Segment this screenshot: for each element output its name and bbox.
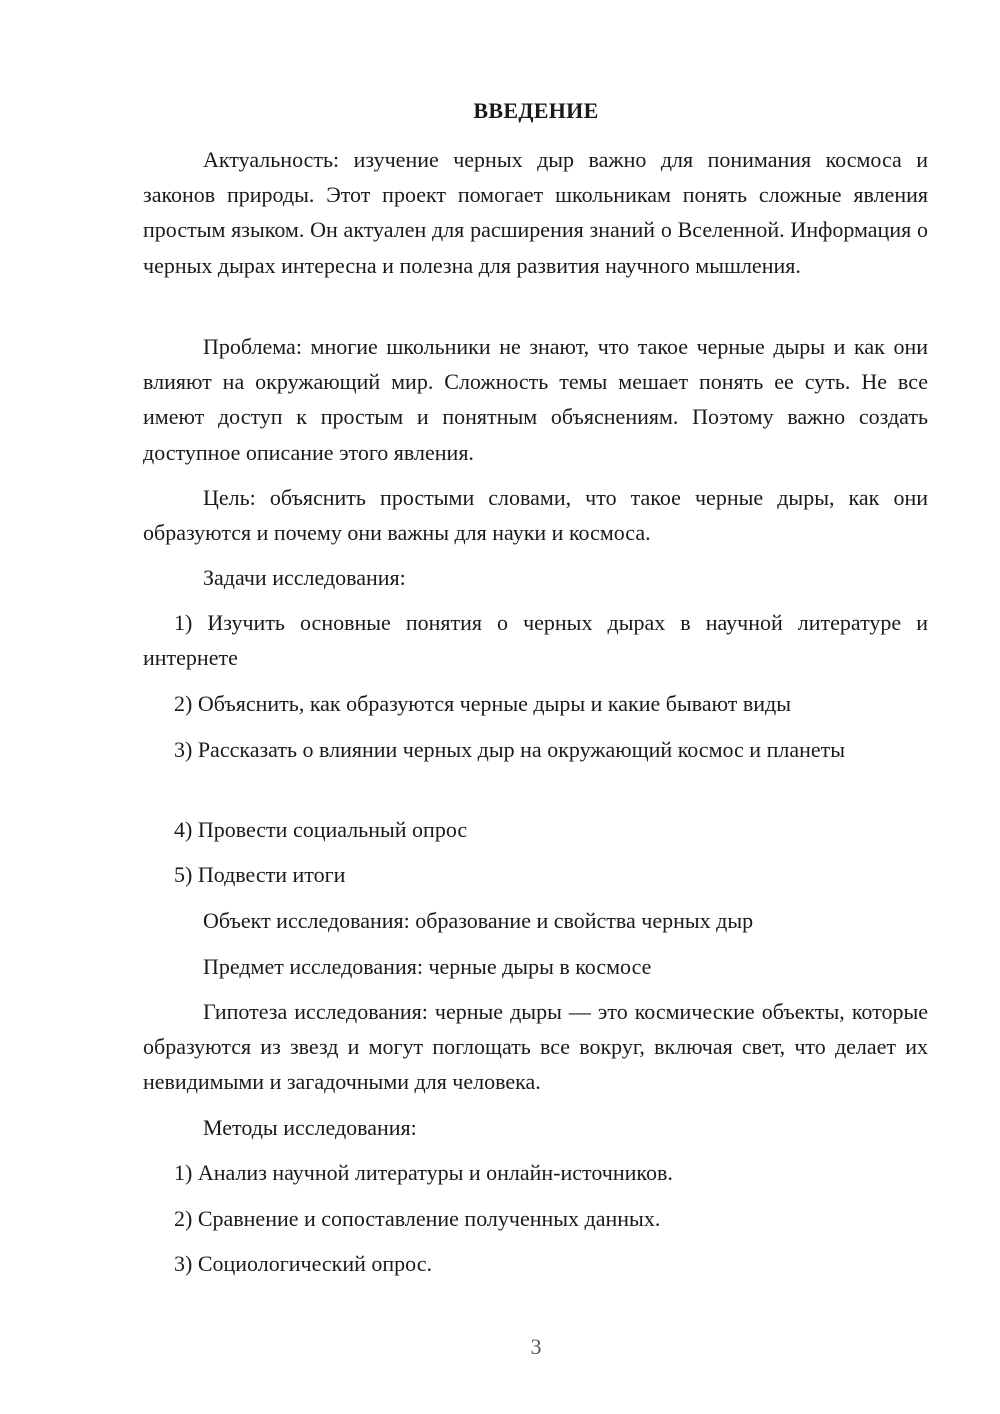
list-item-method-3: 3) Социологический опрос. (174, 1251, 432, 1276)
page-number: 3 (530, 1334, 542, 1359)
paragraph-goal: Цель: объяснить простыми словами, что такое черные дыры, как они образуются и почему они важны для науки и космоса. (143, 485, 928, 546)
list-item-method-1: 1) Анализ научной литературы и онлайн-источников. (174, 1160, 673, 1185)
paragraph-methods-heading: Методы исследования: (203, 1115, 417, 1140)
list-item-task-2: 2) Объяснить, как образуются черные дыры и какие бывают виды (174, 691, 791, 716)
list-item-task-1: 1) Изучить основные понятия о черных дырах в научной литературе и интернете (143, 610, 928, 671)
paragraph-relevance: Актуальность: изучение черных дыр важно для понимания космоса и законов природы. Этот проект помогает школьникам понять сложные явления простым языком. Он актуален для расширения знаний о Вселенной. Информация о черных дырах интересна и полезна для развития научного мышления. (143, 147, 928, 278)
list-item-task-4: 4) Провести социальный опрос (174, 817, 468, 842)
list-item-task-5: 5) Подвести итоги (174, 862, 346, 887)
paragraph-object: Объект исследования: образование и свойства черных дыр (203, 908, 754, 933)
paragraph-hypothesis: Гипотеза исследования: черные дыры — это космические объекты, которые образуются из звезд и могут поглощать все вокруг, включая свет, что делает их невидимыми и загадочными для человека. (143, 999, 928, 1095)
paragraph-tasks-heading: Задачи исследования: (203, 565, 406, 590)
list-item-method-2: 2) Сравнение и сопоставление полученных данных. (174, 1206, 661, 1231)
paragraph-problem: Проблема: многие школьники не знают, что такое черные дыры и как они влияют на окружающий мир. Сложность темы мешает понять ее суть. Не все имеют доступ к простым и понятным объяснениям. Поэтому важно создать доступное описание этого явления. (143, 334, 928, 465)
page-title: ВВЕДЕНИЕ (473, 98, 599, 123)
paragraph-subject: Предмет исследования: черные дыры в космосе (203, 954, 652, 979)
list-item-task-3: 3) Рассказать о влиянии черных дыр на окружающий космос и планеты (174, 737, 846, 762)
